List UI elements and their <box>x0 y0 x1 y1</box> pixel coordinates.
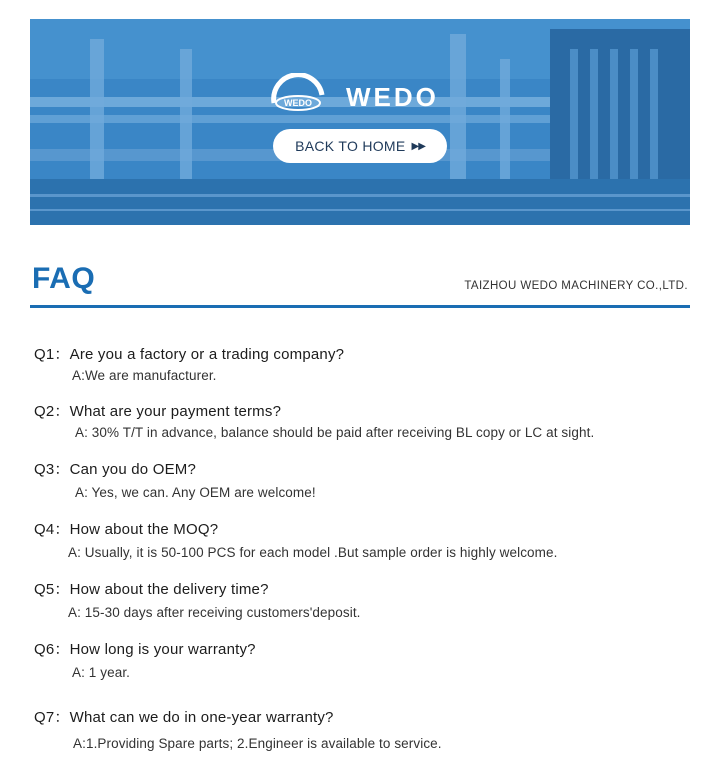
back-to-home-label: BACK TO HOME <box>295 138 406 154</box>
faq-answer-1: A:We are manufacturer. <box>72 368 217 383</box>
header-divider <box>30 305 690 308</box>
double-play-arrow-icon: ▶▶ <box>411 140 425 152</box>
faq-question-1: Q1：Are you a factory or a trading company? <box>34 346 345 363</box>
faq-answer-7: A:1.Providing Spare parts; 2.Engineer is available to service. <box>73 736 442 751</box>
faq-question-5: Q5：How about the delivery time? <box>34 581 269 598</box>
faq-answer-5: A: 15-30 days after receiving customers'deposit. <box>68 605 361 620</box>
faq-question-6: Q6：How long is your warranty? <box>34 641 256 658</box>
company-name: TAIZHOU WEDO MACHINERY CO.,LTD. <box>464 280 688 292</box>
wedo-logo-icon <box>268 73 448 125</box>
faq-answer-2: A: 30% T/T in advance, balance should be paid after receiving BL copy or LC at sight. <box>75 425 595 440</box>
faq-answer-6: A: 1 year. <box>72 665 131 680</box>
faq-answer-3: A: Yes, we can. Any OEM are welcome! <box>75 485 316 500</box>
brand-logo <box>268 73 448 125</box>
faq-question-3: Q3：Can you do OEM? <box>34 461 197 478</box>
faq-answer-4: A: Usually, it is 50-100 PCS for each model .But sample order is highly welcome. <box>68 545 558 560</box>
brand-mark-text: WEDO <box>284 98 312 108</box>
faq-question-7: Q7：What can we do in one-year warranty? <box>34 709 334 726</box>
back-to-home-button[interactable] <box>273 129 447 163</box>
faq-question-2: Q2：What are your payment terms? <box>34 403 282 420</box>
page-title: FAQ <box>32 262 96 295</box>
brand-wordmark: WEDO <box>346 82 439 112</box>
hero-banner <box>30 19 690 225</box>
faq-question-4: Q4：How about the MOQ? <box>34 521 219 538</box>
